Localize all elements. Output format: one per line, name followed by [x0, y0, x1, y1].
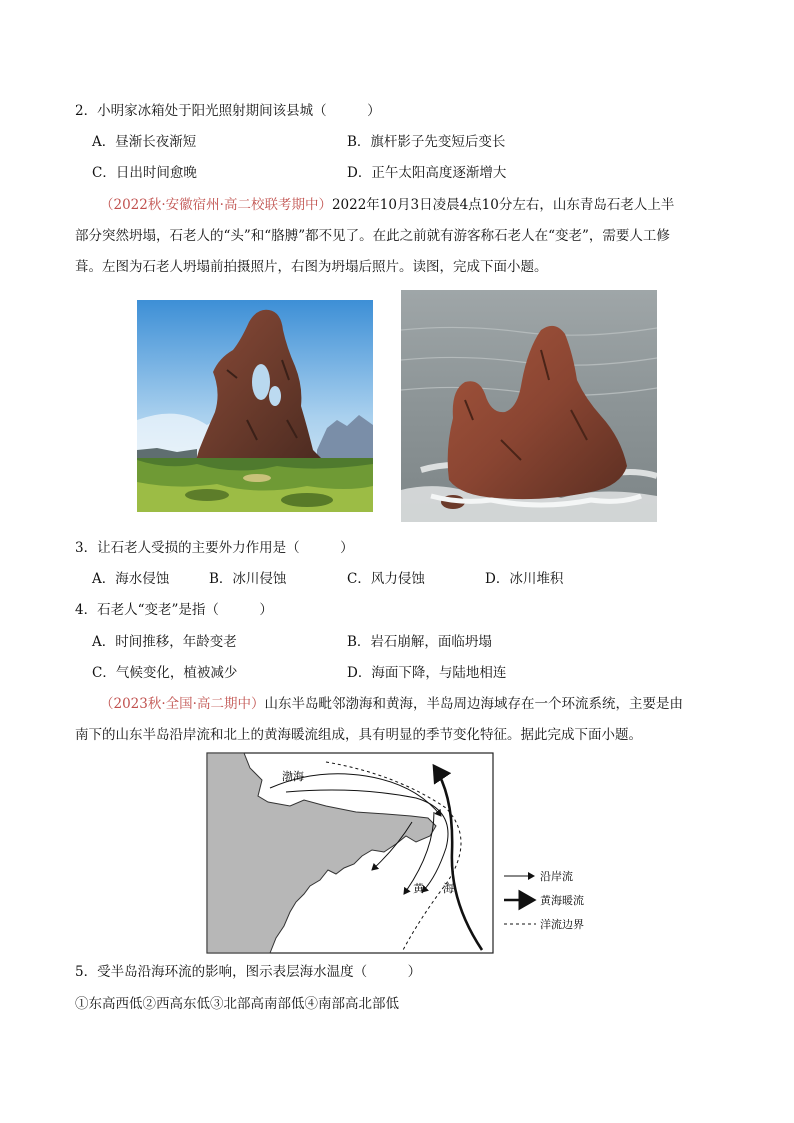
passage2-line1: 山东半岛毗邻渤海和黄海，半岛周边海域存在一个环流系统，主要是由	[264, 696, 683, 712]
q2-option-b: B．旗杆影子先变短后变长	[347, 134, 506, 150]
bohai-label: 渤海	[282, 770, 304, 783]
q5-stem: 5．受半岛沿海环流的影响，图示表层海水温度（ ）	[75, 964, 422, 980]
passage2-line2: 南下的山东半岛沿岸流和北上的黄海暖流组成，具有明显的季节变化特征。据此完成下面小题。	[75, 727, 642, 743]
q3-option-a: A．海水侵蚀	[92, 571, 170, 587]
legend-warm-current-label: 黄海暖流	[540, 894, 584, 907]
passage1-line3: 葺。左图为石老人坍塌前拍摄照片，右图为坍塌后照片。读图，完成下面小题。	[75, 259, 548, 275]
q2-option-d: D．正午太阳高度逐渐增大	[347, 165, 507, 181]
q4-stem: 4．石老人“变老”是指（ ）	[75, 602, 273, 618]
passage1-first-line	[100, 195, 674, 215]
passage1-source: （2022秋·安徽宿州·高二校联考期中）	[100, 197, 332, 213]
passage2-first-line	[100, 694, 683, 714]
q3-option-d: D．冰川堆积	[485, 571, 564, 587]
legend-coastal-current-label: 沿岸流	[540, 870, 573, 883]
q4-option-b: B．岩石崩解，面临坍塌	[347, 634, 492, 650]
q4-option-d: D．海面下降，与陆地相连	[347, 665, 507, 681]
passage1-line2: 部分突然坍塌，石老人的“头”和“胳膊”都不见了。在此之前就有游客称石老人在“变老”，需要人工修	[75, 228, 670, 244]
q2-option-c: C．日出时间愈晚	[92, 165, 197, 181]
q4-option-a: A．时间推移，年龄变老	[92, 634, 237, 650]
yellow-sea-label-1: 黄	[413, 882, 424, 895]
legend-boundary-label: 洋流边界	[540, 918, 584, 931]
shilaoren-before-photo	[137, 300, 373, 512]
q2-option-a: A．昼渐长夜渐短	[92, 134, 197, 150]
q2-stem: 2．小明家冰箱处于阳光照射期间该县城（ ）	[75, 103, 381, 119]
passage2-source: （2023秋·全国·高二期中）	[100, 696, 265, 712]
shilaoren-after-photo	[401, 290, 657, 522]
q3-option-c: C．风力侵蚀	[347, 571, 425, 587]
shandong-current-map	[206, 752, 620, 956]
passage1-line1: 2022年10月3日凌晨4点10分左右，山东青岛石老人上半	[331, 197, 675, 213]
q3-option-b: B．冰川侵蚀	[209, 571, 287, 587]
q4-option-c: C．气候变化，植被减少	[92, 665, 238, 681]
q5-options: ①东高西低②西高东低③北部高南部低④南部高北部低	[75, 996, 399, 1012]
q3-stem: 3．让石老人受损的主要外力作用是（ ）	[75, 540, 354, 556]
yellow-sea-label-2: 海	[443, 882, 454, 895]
